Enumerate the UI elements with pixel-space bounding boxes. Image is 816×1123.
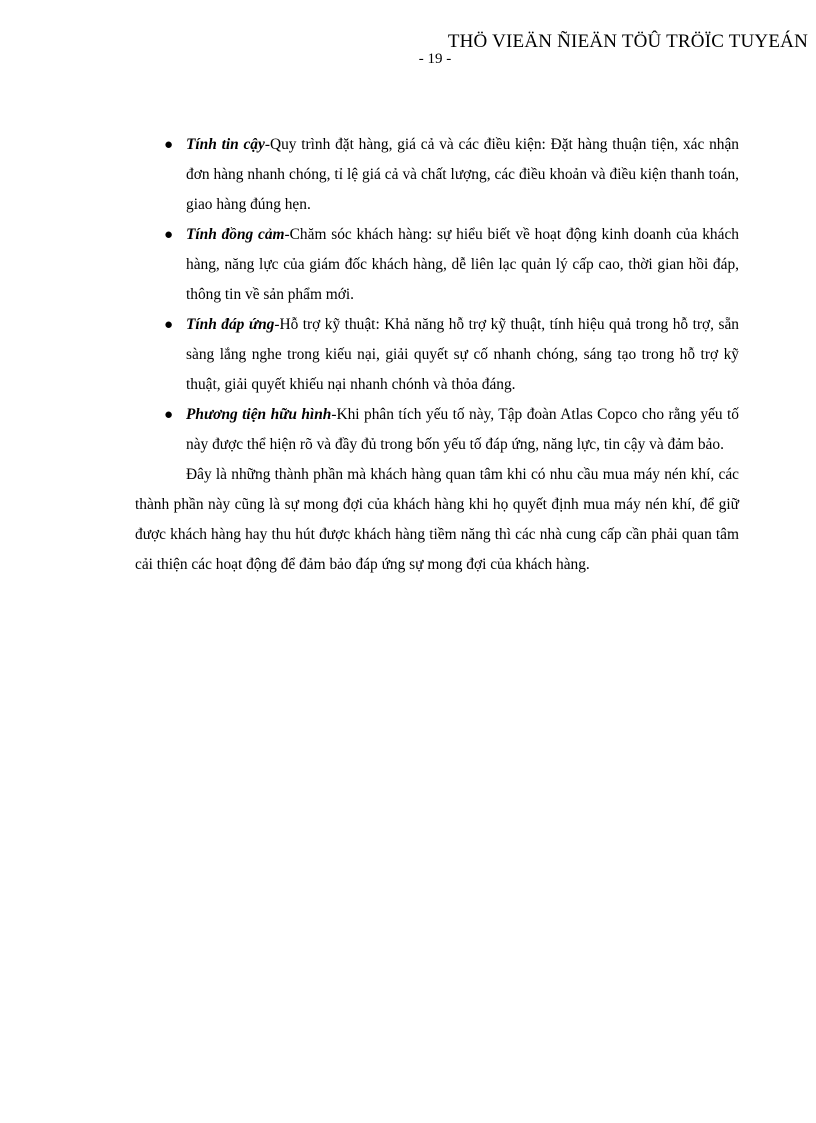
criteria-item-responsiveness xyxy=(135,310,739,400)
criteria-description: -Khi phân tích yếu tố này, Tập đoàn Atlas Copco cho rằng yếu tố này được thể hiện rõ và đầy đủ trong bốn yếu tố đáp ứng, năng lực, tin cậy và đảm bảo. xyxy=(186,406,739,453)
criteria-term: Tính đồng cảm xyxy=(186,226,285,243)
document-body xyxy=(135,130,739,580)
criteria-description: -Chăm sóc khách hàng: sự hiểu biết về hoạt động kinh doanh của khách hàng, năng lực của giám đốc khách hàng, dễ liên lạc quản lý cấp cao, thời gian hồi đáp, thông tin về sản phẩm mới. xyxy=(186,226,739,303)
bullet-icon: ● xyxy=(164,137,174,153)
criteria-term: Tính đáp ứng xyxy=(186,316,275,333)
criteria-item-tangibles xyxy=(135,400,739,460)
criteria-list xyxy=(135,130,739,460)
page-number: - 19 - xyxy=(418,51,452,67)
criteria-item-reliability xyxy=(135,130,739,220)
bullet-icon: ● xyxy=(164,227,174,243)
criteria-description: -Hỗ trợ kỹ thuật: Khả năng hỗ trợ kỹ thuật, tính hiệu quả trong hỗ trợ, sẵn sàng lắng nghe trong kiếu nại, giải quyết sự cố nhanh chóng, sáng tạo trong hỗ trợ kỹ thuật, giải quyết khiếu nại nhanh chónh và thỏa đáng. xyxy=(186,316,739,393)
criteria-term: Tính tin cậy xyxy=(186,136,265,153)
summary-paragraph: Đây là những thành phần mà khách hàng quan tâm khi có nhu cầu mua máy nén khí, các thành phần này cũng là sự mong đợi của khách hàng khi họ quyết định mua máy nén khí, để giữ được khách hàng hay thu hút được khách hàng tiềm năng thì các nhà cung cấp cần phải quan tâm cải thiện các hoạt động để đảm bảo đáp ứng sự mong đợi của khách hàng. xyxy=(135,466,739,573)
criteria-term: Phương tiện hữu hình xyxy=(186,406,332,423)
bullet-icon: ● xyxy=(164,317,174,333)
library-header-title: THÖ VIEÄN ÑIEÄN TÖÛ TRÖÏC TUYEÁN xyxy=(447,31,808,52)
bullet-icon: ● xyxy=(164,407,174,423)
criteria-description: -Quy trình đặt hàng, giá cả và các điều kiện: Đặt hàng thuận tiện, xác nhận đơn hàng nhanh chóng, tỉ lệ giá cả và chất lượng, các điều khoản và điều kiện thanh toán, giao hàng đúng hẹn. xyxy=(186,136,739,213)
criteria-item-empathy xyxy=(135,220,739,310)
